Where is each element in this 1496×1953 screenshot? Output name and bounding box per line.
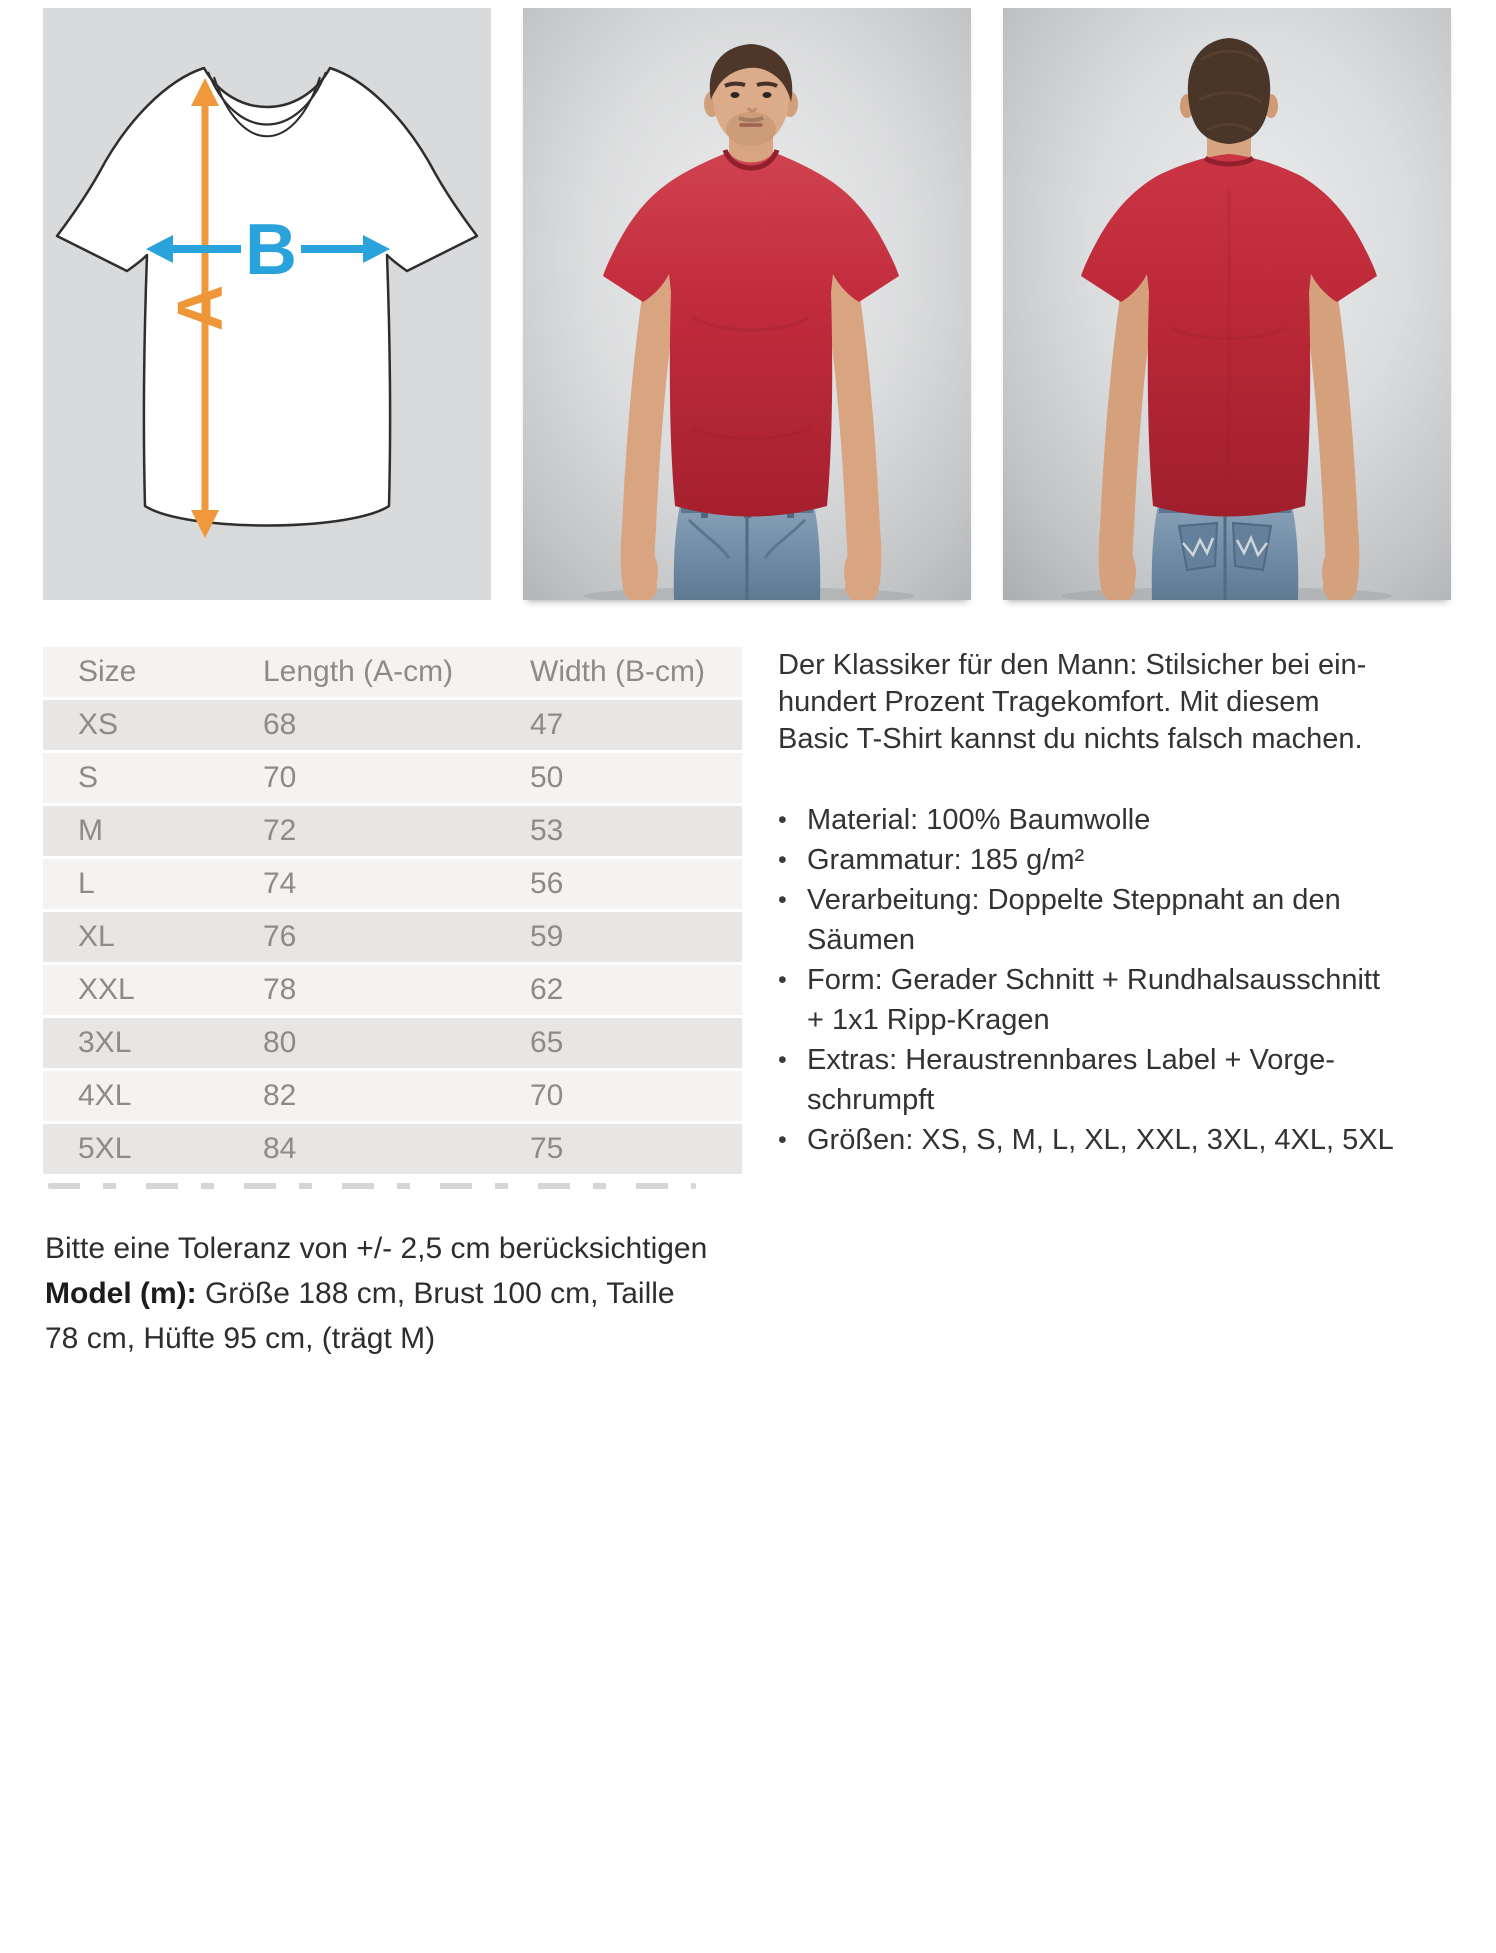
hair-back: [1188, 38, 1270, 144]
tolerance-note: [45, 1226, 755, 1361]
table-row: [43, 806, 742, 856]
table-row: [43, 700, 742, 750]
table-row: [43, 912, 742, 962]
cell-length: 72: [263, 814, 297, 847]
cell-width: 56: [530, 867, 564, 900]
cell-length: 84: [263, 1132, 297, 1165]
beard-stubble: [726, 112, 776, 146]
size-table: [43, 647, 742, 1177]
model-specs: Größe 188 cm, Brust 100 cm, Taille: [196, 1277, 675, 1310]
cell-width: 62: [530, 973, 564, 1006]
right-hand: [1322, 545, 1358, 599]
bullet-text: Extras: Heraustrennbares Label + Vorge-: [807, 1044, 1335, 1076]
cell-length: 68: [263, 708, 297, 741]
mustache: [739, 118, 763, 120]
description-intro: [778, 647, 1456, 758]
model-front-photo: [523, 8, 971, 600]
bullet-text-wrap: Säumen: [807, 924, 916, 956]
bullet-icon: •: [778, 886, 787, 914]
table-row: [43, 1124, 742, 1174]
tolerance-line: Bitte eine Toleranz von +/- 2,5 cm berücksichtigen: [45, 1232, 708, 1265]
bullet-item: [778, 1040, 1456, 1120]
header-cell-size: Size: [78, 655, 137, 688]
cell-size: S: [78, 761, 99, 794]
cell-size: XS: [78, 708, 119, 741]
bullet-item: [778, 1120, 1456, 1160]
feature-bullet-list: [778, 800, 1456, 1160]
bullet-item: [778, 840, 1456, 880]
bullet-text: Verarbeitung: Doppelte Steppnaht an den: [807, 884, 1341, 916]
table-row: [43, 965, 742, 1015]
cell-length: 82: [263, 1079, 297, 1112]
cell-length: 80: [263, 1026, 297, 1059]
bullet-text: Größen: XS, S, M, L, XL, XXL, 3XL, 4XL, 5XL: [807, 1124, 1394, 1156]
bullet-text-wrap: + 1x1 Ripp-Kragen: [807, 1004, 1050, 1036]
bullet-icon: •: [778, 966, 787, 994]
bullet-icon: •: [778, 1046, 787, 1074]
size-diagram-image: [43, 8, 491, 600]
product-description: [778, 647, 1456, 1160]
right-eye: [763, 92, 772, 98]
cell-width: 47: [530, 708, 564, 741]
cell-length: 74: [263, 867, 297, 900]
cell-size: XL: [78, 920, 115, 953]
model-front-svg: [523, 8, 971, 600]
cell-size: L: [78, 867, 95, 900]
bullet-icon: •: [778, 846, 787, 874]
cell-width: 65: [530, 1026, 564, 1059]
cell-width: 70: [530, 1079, 564, 1112]
width-label: B: [245, 210, 297, 290]
bullet-text: Form: Gerader Schnitt + Rundhalsausschnitt: [807, 964, 1381, 996]
header-cell-width: Width (B-cm): [530, 655, 705, 688]
left-hand: [1100, 545, 1136, 599]
model-spec-line-2: 78 cm, Hüfte 95 cm, (trägt M): [45, 1322, 436, 1355]
left-eye: [731, 92, 740, 98]
bullet-icon: •: [778, 806, 787, 834]
cell-size: 4XL: [78, 1079, 132, 1112]
table-row: [43, 753, 742, 803]
cell-length: 78: [263, 973, 297, 1006]
table-row: [43, 859, 742, 909]
clipped-text-artifact: [48, 1183, 696, 1189]
model-label: Model (m):: [45, 1277, 197, 1310]
cell-size: XXL: [78, 973, 135, 1006]
bullet-item: [778, 960, 1456, 1040]
cell-length: 76: [263, 920, 297, 953]
model-back-photo: [1003, 8, 1451, 600]
size-diagram-svg: [43, 8, 491, 600]
cell-size: M: [78, 814, 103, 847]
bullet-item: [778, 880, 1456, 960]
bullet-item: [778, 800, 1456, 840]
table-row: [43, 1071, 742, 1121]
right-hand: [844, 545, 880, 599]
intro-line: Basic T-Shirt kannst du nichts falsch machen.: [778, 723, 1363, 755]
left-hand: [622, 545, 658, 599]
bullet-icon: •: [778, 1126, 787, 1154]
intro-line: Der Klassiker für den Mann: Stilsicher bei ein-: [778, 649, 1367, 681]
size-table-header: [43, 647, 742, 697]
cell-length: 70: [263, 761, 297, 794]
cell-width: 59: [530, 920, 564, 953]
bullet-text: Material: 100% Baumwolle: [807, 804, 1151, 836]
bullet-text: Grammatur: 185 g/m²: [807, 844, 1085, 876]
size-table-body: [43, 700, 742, 1174]
cell-width: 75: [530, 1132, 564, 1165]
header-cell-length: Length (A-cm): [263, 655, 454, 688]
cell-width: 53: [530, 814, 564, 847]
model-back-svg: [1003, 8, 1451, 600]
length-label: A: [163, 284, 236, 332]
intro-line: hundert Prozent Tragekomfort. Mit diesem: [778, 686, 1320, 718]
table-row: [43, 1018, 742, 1068]
cell-size: 5XL: [78, 1132, 132, 1165]
bullet-text-wrap: schrumpft: [807, 1084, 935, 1116]
cell-size: 3XL: [78, 1026, 132, 1059]
model-spec-line: [45, 1271, 755, 1316]
cell-width: 50: [530, 761, 564, 794]
